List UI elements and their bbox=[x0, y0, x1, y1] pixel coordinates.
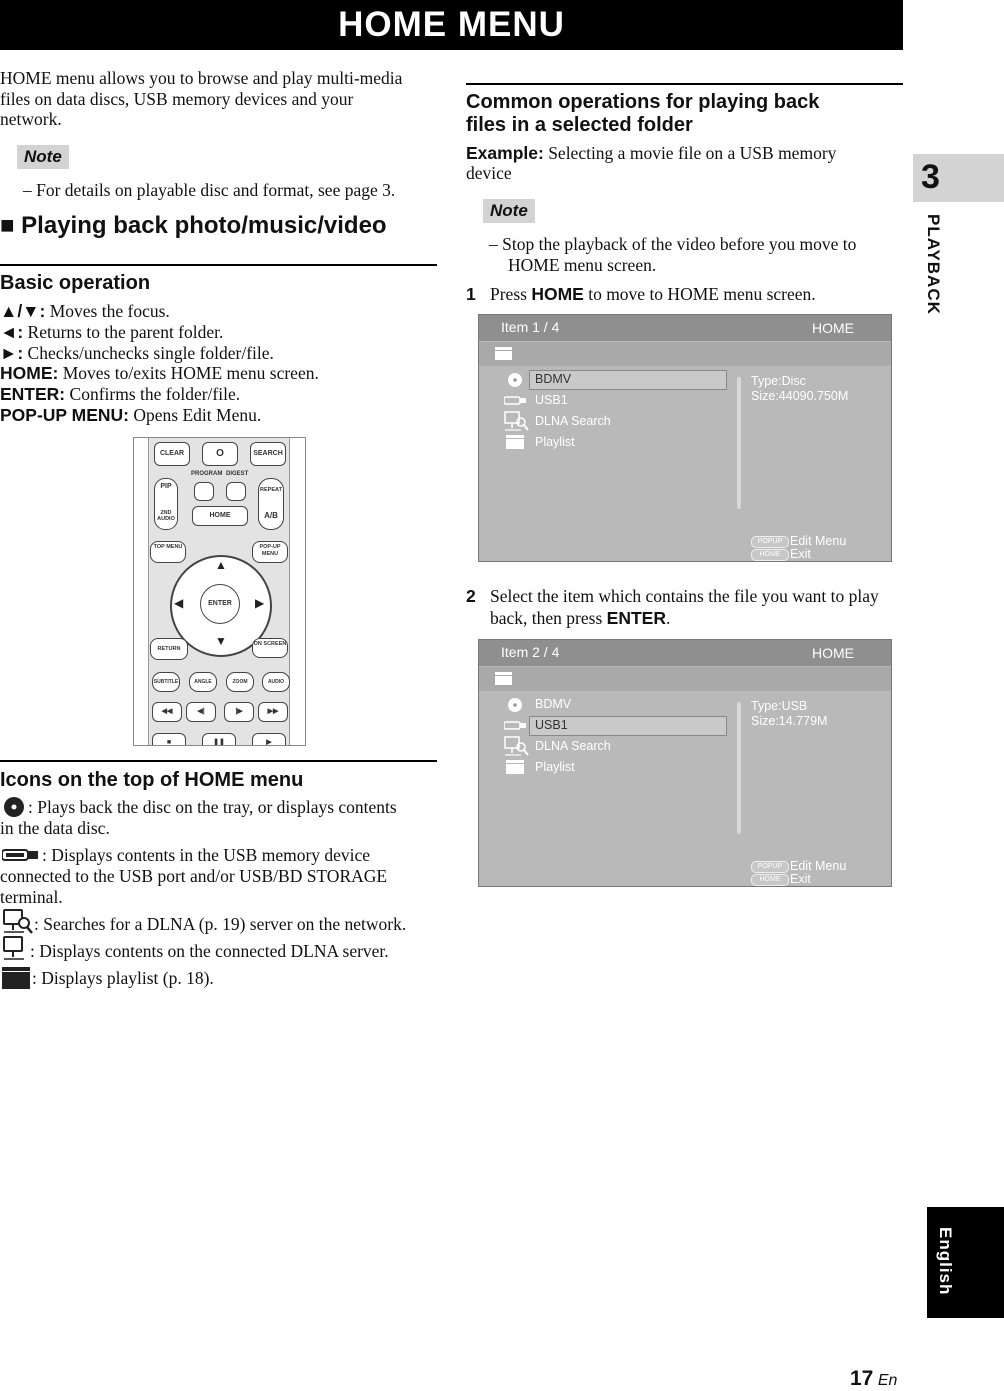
step-2-line-1: 2 Select the item which contains the file you want to play bbox=[466, 586, 879, 606]
section-label: PLAYBACK bbox=[924, 214, 943, 315]
menu-row-bdmv[interactable]: BDMV bbox=[535, 372, 572, 386]
icon-desc-disc-2: in the data disc. bbox=[0, 818, 110, 838]
subtitle-button[interactable]: SUBTITLE bbox=[152, 672, 180, 692]
menu-row-bdmv[interactable]: BDMV bbox=[535, 697, 572, 711]
scrollbar[interactable] bbox=[737, 377, 741, 509]
playlist-icon[interactable] bbox=[506, 759, 526, 775]
repeat-ab-rocker[interactable] bbox=[258, 478, 284, 530]
right-arrow-icon[interactable]: ▶ bbox=[255, 596, 265, 610]
playlist-icon bbox=[2, 965, 32, 989]
dlna-search-icon bbox=[2, 909, 34, 935]
pip-label: PIP bbox=[160, 483, 172, 490]
disc-icon[interactable] bbox=[506, 697, 524, 713]
rewind-button[interactable]: ◀◀ bbox=[152, 702, 182, 722]
language-tab bbox=[927, 1207, 1004, 1318]
home-menu-screen-1 bbox=[478, 314, 892, 562]
menu-row-dlna-search[interactable]: DLNA Search bbox=[535, 739, 611, 753]
scrollbar[interactable] bbox=[737, 702, 741, 834]
note-line-1: – Stop the playback of the video before you move to bbox=[489, 234, 857, 254]
enter-button[interactable]: ENTER bbox=[200, 584, 240, 624]
dlna-search-icon[interactable] bbox=[504, 411, 530, 433]
playlist-icon[interactable] bbox=[506, 434, 526, 450]
language-label: English bbox=[936, 1227, 955, 1296]
on-screen-button[interactable]: ON SCREEN bbox=[252, 638, 288, 658]
path-bar bbox=[479, 342, 891, 366]
note-label: Note bbox=[483, 199, 535, 223]
disc-icon bbox=[2, 796, 28, 818]
op-enter: ENTER: Confirms the folder/file. bbox=[0, 384, 241, 404]
info-size: Size:14.779M bbox=[751, 714, 828, 728]
repeat-label: REPEAT bbox=[260, 487, 282, 493]
menu-row-usb1[interactable]: USB1 bbox=[535, 393, 568, 407]
clear-button[interactable]: CLEAR bbox=[154, 442, 190, 466]
usb-icon bbox=[2, 847, 40, 863]
note-line-2: HOME menu screen. bbox=[508, 255, 657, 275]
icons-section-title: Icons on the top of HOME menu bbox=[0, 769, 304, 791]
digest-button[interactable] bbox=[226, 482, 246, 501]
home-button[interactable]: HOME bbox=[192, 506, 248, 526]
edit-menu-label: Edit Menu bbox=[790, 534, 847, 548]
exit-label: Exit bbox=[790, 547, 811, 561]
icon-desc-usb-1: : Displays contents in the USB memory device bbox=[42, 845, 371, 865]
left-arrow-icon[interactable]: ◀ bbox=[174, 596, 184, 610]
open-button[interactable]: O bbox=[202, 442, 238, 466]
exit-label: Exit bbox=[790, 872, 811, 886]
icon-desc-dlna-search: : Searches for a DLNA (p. 19) server on the network. bbox=[34, 914, 407, 934]
example-line: Example: Selecting a movie file on a USB memory bbox=[466, 143, 837, 163]
home-pill: HOME bbox=[751, 874, 789, 886]
pip-rocker[interactable] bbox=[154, 478, 178, 530]
popup-pill: POPUP bbox=[751, 536, 789, 548]
icon-desc-dlna-server: : Displays contents on the connected DLNA server. bbox=[30, 941, 389, 961]
up-arrow-icon[interactable]: ▲ bbox=[215, 558, 227, 572]
home-pill: HOME bbox=[751, 549, 789, 561]
note-label: Note bbox=[17, 145, 69, 169]
popup-menu-button[interactable]: POP-UP MENU bbox=[252, 541, 288, 563]
step-forward-button[interactable]: |▶ bbox=[224, 702, 254, 722]
edit-menu-label: Edit Menu bbox=[790, 859, 847, 873]
menu-row-playlist[interactable]: Playlist bbox=[535, 435, 575, 449]
divider bbox=[0, 264, 437, 266]
basic-operation-title: Basic operation bbox=[0, 272, 151, 294]
op-parent: ◄: Returns to the parent folder. bbox=[0, 322, 224, 342]
home-menu-screen-2 bbox=[478, 639, 892, 887]
item-counter: Item 2 / 4 bbox=[501, 644, 560, 660]
pause-button[interactable]: ❚❚ bbox=[202, 733, 236, 746]
program-button[interactable] bbox=[194, 482, 214, 501]
audio-button[interactable]: AUDIO bbox=[262, 672, 290, 692]
common-ops-title-1: Common operations for playing back bbox=[466, 91, 820, 113]
icon-desc-usb-3: terminal. bbox=[0, 887, 63, 907]
program-label: PROGRAM bbox=[191, 471, 223, 477]
op-popup: POP-UP MENU: Opens Edit Menu. bbox=[0, 405, 262, 425]
intro-line-3: network. bbox=[0, 109, 62, 129]
op-focus: ▲/▼: Moves the focus. bbox=[0, 301, 170, 321]
divider bbox=[466, 83, 903, 85]
dlna-server-icon bbox=[2, 936, 30, 962]
chapter-tab bbox=[913, 154, 1004, 202]
page-number: 17 En bbox=[850, 1367, 898, 1390]
item-counter: Item 1 / 4 bbox=[501, 319, 560, 335]
op-check: ►: Checks/unchecks single folder/file. bbox=[0, 343, 274, 363]
info-size: Size:44090.750M bbox=[751, 389, 849, 403]
screen-home-title: HOME bbox=[812, 645, 854, 661]
menu-row-playlist[interactable]: Playlist bbox=[535, 760, 575, 774]
step-1: 1 Press HOME to move to HOME menu screen. bbox=[466, 284, 816, 304]
intro-line-2: files on data discs, USB memory devices and your bbox=[0, 89, 354, 109]
step-2-line-2: back, then press ENTER. bbox=[490, 608, 671, 628]
folder-icon bbox=[495, 671, 513, 685]
example-line-2: device bbox=[466, 163, 512, 183]
top-menu-button[interactable]: TOP MENU bbox=[150, 541, 186, 563]
disc-icon[interactable] bbox=[506, 372, 524, 388]
section-title: ■ Playing back photo/music/video bbox=[0, 212, 387, 239]
down-arrow-icon[interactable]: ▼ bbox=[215, 634, 227, 648]
fast-forward-button[interactable]: ▶▶ bbox=[258, 702, 288, 722]
popup-pill: POPUP bbox=[751, 861, 789, 873]
icon-desc-usb-2: connected to the USB port and/or USB/BD STORAGE bbox=[0, 866, 388, 886]
note-text: – For details on playable disc and format, see page 3. bbox=[23, 180, 396, 200]
digest-label: DIGEST bbox=[226, 471, 249, 477]
divider bbox=[0, 760, 437, 762]
screen-home-title: HOME bbox=[812, 320, 854, 336]
usb-icon[interactable] bbox=[504, 395, 528, 407]
ab-label: A/B bbox=[264, 511, 278, 520]
play-button[interactable]: ▶ bbox=[252, 733, 286, 746]
menu-row-usb1[interactable]: USB1 bbox=[535, 718, 568, 732]
chapter-number: 3 bbox=[921, 158, 940, 196]
stop-button[interactable]: ■ bbox=[152, 733, 186, 746]
remote-illustration bbox=[133, 437, 306, 746]
op-home: HOME: Moves to/exits HOME menu screen. bbox=[0, 363, 319, 383]
path-bar bbox=[479, 667, 891, 691]
common-ops-title-2: files in a selected folder bbox=[466, 114, 693, 136]
menu-row-dlna-search[interactable]: DLNA Search bbox=[535, 414, 611, 428]
usb-icon[interactable] bbox=[504, 720, 528, 732]
info-type: Type:Disc bbox=[751, 374, 806, 388]
zoom-button[interactable]: ZOOM bbox=[226, 672, 254, 692]
info-type: Type:USB bbox=[751, 699, 808, 713]
intro-line-1: HOME menu allows you to browse and play multi-media bbox=[0, 68, 403, 88]
step-back-button[interactable]: ◀| bbox=[186, 702, 216, 722]
second-audio-label: 2ND AUDIO bbox=[157, 510, 175, 522]
search-button[interactable]: SEARCH bbox=[250, 442, 286, 466]
page-title: HOME MENU bbox=[0, 0, 903, 50]
angle-button[interactable]: ANGLE bbox=[189, 672, 217, 692]
icon-desc-playlist: : Displays playlist (p. 18). bbox=[32, 968, 214, 988]
dlna-search-icon[interactable] bbox=[504, 736, 530, 758]
return-button[interactable]: RETURN bbox=[150, 638, 188, 660]
icon-desc-disc-1: : Plays back the disc on the tray, or displays contents bbox=[28, 797, 397, 817]
folder-icon bbox=[495, 346, 513, 360]
